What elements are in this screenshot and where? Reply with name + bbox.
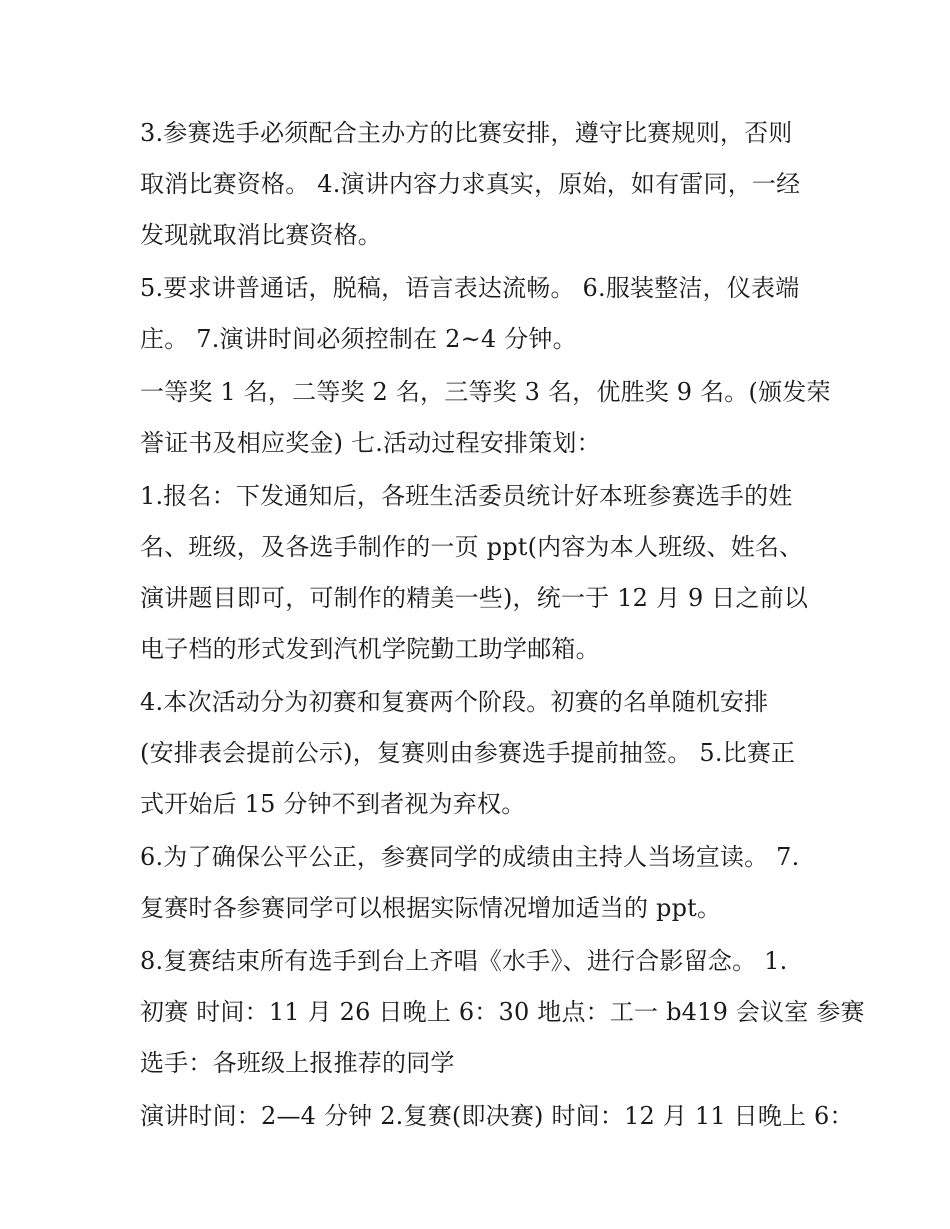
text-line: 演讲时间：2—4 分钟 2.复赛(即决赛) 时间：12 月 11 日晚上 6： bbox=[140, 1102, 854, 1130]
text-line: 发现就取消比赛资格。 bbox=[140, 221, 382, 249]
text-line: 5.要求讲普通话，脱稿，语言表达流畅。 6.服装整洁，仪表端 bbox=[140, 274, 800, 302]
text-line: 式开始后 15 分钟不到者视为弃权。 bbox=[140, 790, 526, 818]
text-line: 演讲题目即可，可制作的精美一些)，统一于 12 月 9 日之前以 bbox=[140, 584, 809, 612]
text-line: 复赛时各参赛同学可以根据实际情况增加适当的 ppt。 bbox=[140, 894, 722, 922]
text-line: 选手：各班级上报推荐的同学 bbox=[140, 1049, 455, 1077]
paragraph-rules-5-7 bbox=[140, 263, 820, 365]
paragraph-awards bbox=[140, 367, 831, 469]
text-line: 3.参赛选手必须配合主办方的比赛安排，遵守比赛规则，否则 bbox=[140, 119, 793, 147]
text-line: 誉证书及相应奖金) 七.活动过程安排策划： bbox=[140, 429, 601, 457]
text-line: (安排表会提前公示)，复赛则由参赛选手提前抽签。 5.比赛正 bbox=[140, 739, 796, 767]
text-line: 1.报名：下发通知后，各班生活委员统计好本班参赛选手的姓 bbox=[140, 482, 793, 510]
text-line: 名、班级，及各选手制作的一页 ppt(内容为本人班级、姓名、 bbox=[140, 533, 804, 561]
paragraph-stages bbox=[140, 677, 820, 830]
paragraph-rules-3-4 bbox=[140, 108, 820, 261]
text-line: 取消比赛资格。 4.演讲内容力求真实，原始，如有雷同，一经 bbox=[140, 170, 801, 198]
document-page bbox=[140, 108, 865, 1144]
text-line: 8.复赛结束所有选手到台上齐唱《水手》、进行合影留念。 1. bbox=[140, 947, 788, 975]
text-line: 6.为了确保公平公正，参赛同学的成绩由主持人当场宣读。 7. bbox=[140, 843, 800, 871]
text-line: 一等奖 1 名，二等奖 2 名，三等奖 3 名，优胜奖 9 名。(颁发荣 bbox=[140, 378, 831, 406]
paragraph-registration bbox=[140, 471, 820, 675]
paragraph-scoring bbox=[140, 832, 820, 934]
text-line: 初赛 时间：11 月 26 日晚上 6：30 地点：工一 b419 会议室 参赛 bbox=[140, 998, 865, 1026]
text-line: 庄。 7.演讲时间必须控制在 2~4 分钟。 bbox=[140, 325, 577, 353]
paragraph-preliminary bbox=[140, 936, 865, 1089]
text-line: 电子档的形式发到汽机学院勤工助学邮箱。 bbox=[140, 635, 600, 663]
text-line: 4.本次活动分为初赛和复赛两个阶段。初赛的名单随机安排 bbox=[140, 688, 769, 716]
paragraph-final bbox=[140, 1091, 854, 1142]
